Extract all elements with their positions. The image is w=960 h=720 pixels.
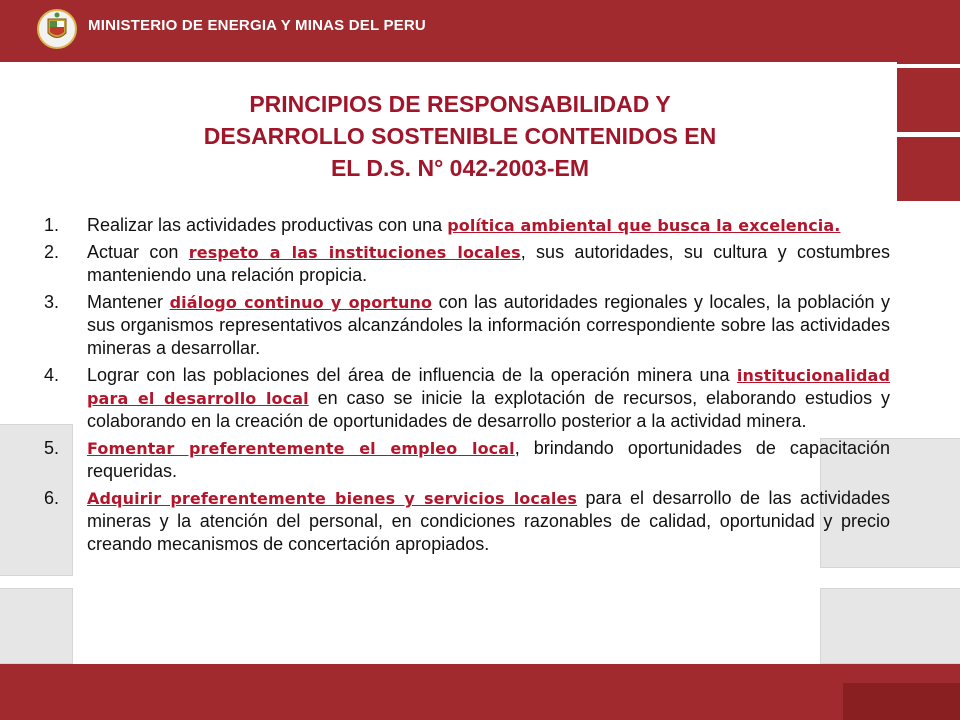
item-highlight: Fomentar preferentemente el empleo local: [87, 439, 515, 458]
page-title: [80, 88, 840, 184]
list-item: [44, 214, 890, 237]
list-item: [44, 291, 890, 360]
item-number: 2.: [44, 242, 60, 262]
item-number: 1.: [44, 215, 60, 235]
item-number: 4.: [44, 365, 60, 385]
title-line: DESARROLLO SOSTENIBLE CONTENIDOS EN: [203, 123, 717, 149]
list-item: [44, 437, 890, 483]
list-item: [44, 241, 890, 287]
item-text: Mantener: [87, 292, 170, 312]
background-panel: [0, 588, 73, 664]
decor-square: [897, 137, 960, 201]
item-text: con las autoridades regionales y locales, la población y sus organismos representativos alcanzándoles la información correspondiente sobre las actividades mineras a desarrollar.: [87, 292, 890, 358]
header-bar: [0, 0, 960, 62]
footer-bar: [0, 664, 960, 720]
title-line: EL D.S. N° 042-2003-EM: [330, 155, 590, 181]
item-highlight: diálogo continuo y oportuno: [169, 293, 433, 312]
title-line: PRINCIPIOS DE RESPONSABILIDAD Y: [249, 91, 671, 117]
decor-square: [897, 0, 960, 64]
peru-coat-of-arms-icon: [36, 8, 78, 50]
item-text: en caso se inicie la explotación de recursos, elaborando estudios y colaborando en la creación de oportunidades de desarrollo posterior a la actividad minera.: [87, 388, 890, 431]
footer-accent: [843, 683, 960, 720]
item-text: , sus autoridades, su cultura y costumbres manteniendo una relación propicia.: [87, 242, 890, 285]
item-text: , brindando oportunidades de capacitación requeridas.: [87, 438, 890, 481]
item-highlight: política ambiental que busca la excelencia.: [447, 216, 841, 235]
list-item: [44, 364, 890, 433]
background-panel: [820, 588, 960, 664]
item-highlight: institucionalidad para el desarrollo local: [87, 366, 890, 408]
item-text: Lograr con las poblaciones del área de influencia de la operación minera una: [87, 365, 737, 385]
item-text: Realizar las actividades productivas con una: [87, 215, 448, 235]
item-highlight: respeto a las instituciones locales: [188, 243, 521, 262]
item-number: 3.: [44, 292, 60, 312]
item-highlight: Adquirir preferentemente bienes y servicios locales: [87, 489, 578, 508]
item-number: 5.: [44, 438, 60, 458]
list-item: [44, 487, 890, 556]
item-text: Actuar con: [87, 242, 189, 262]
item-number: 6.: [44, 488, 60, 508]
decor-square: [897, 68, 960, 132]
principles-list: [44, 214, 890, 560]
ministry-name: MINISTERIO DE ENERGIA Y MINAS DEL PERU: [88, 17, 426, 34]
item-text: para el desarrollo de las actividades mineras y la atención del personal, en condiciones razonables de calidad, oportunidad y precio creando mecanismos de concertación apropiados.: [87, 488, 890, 554]
